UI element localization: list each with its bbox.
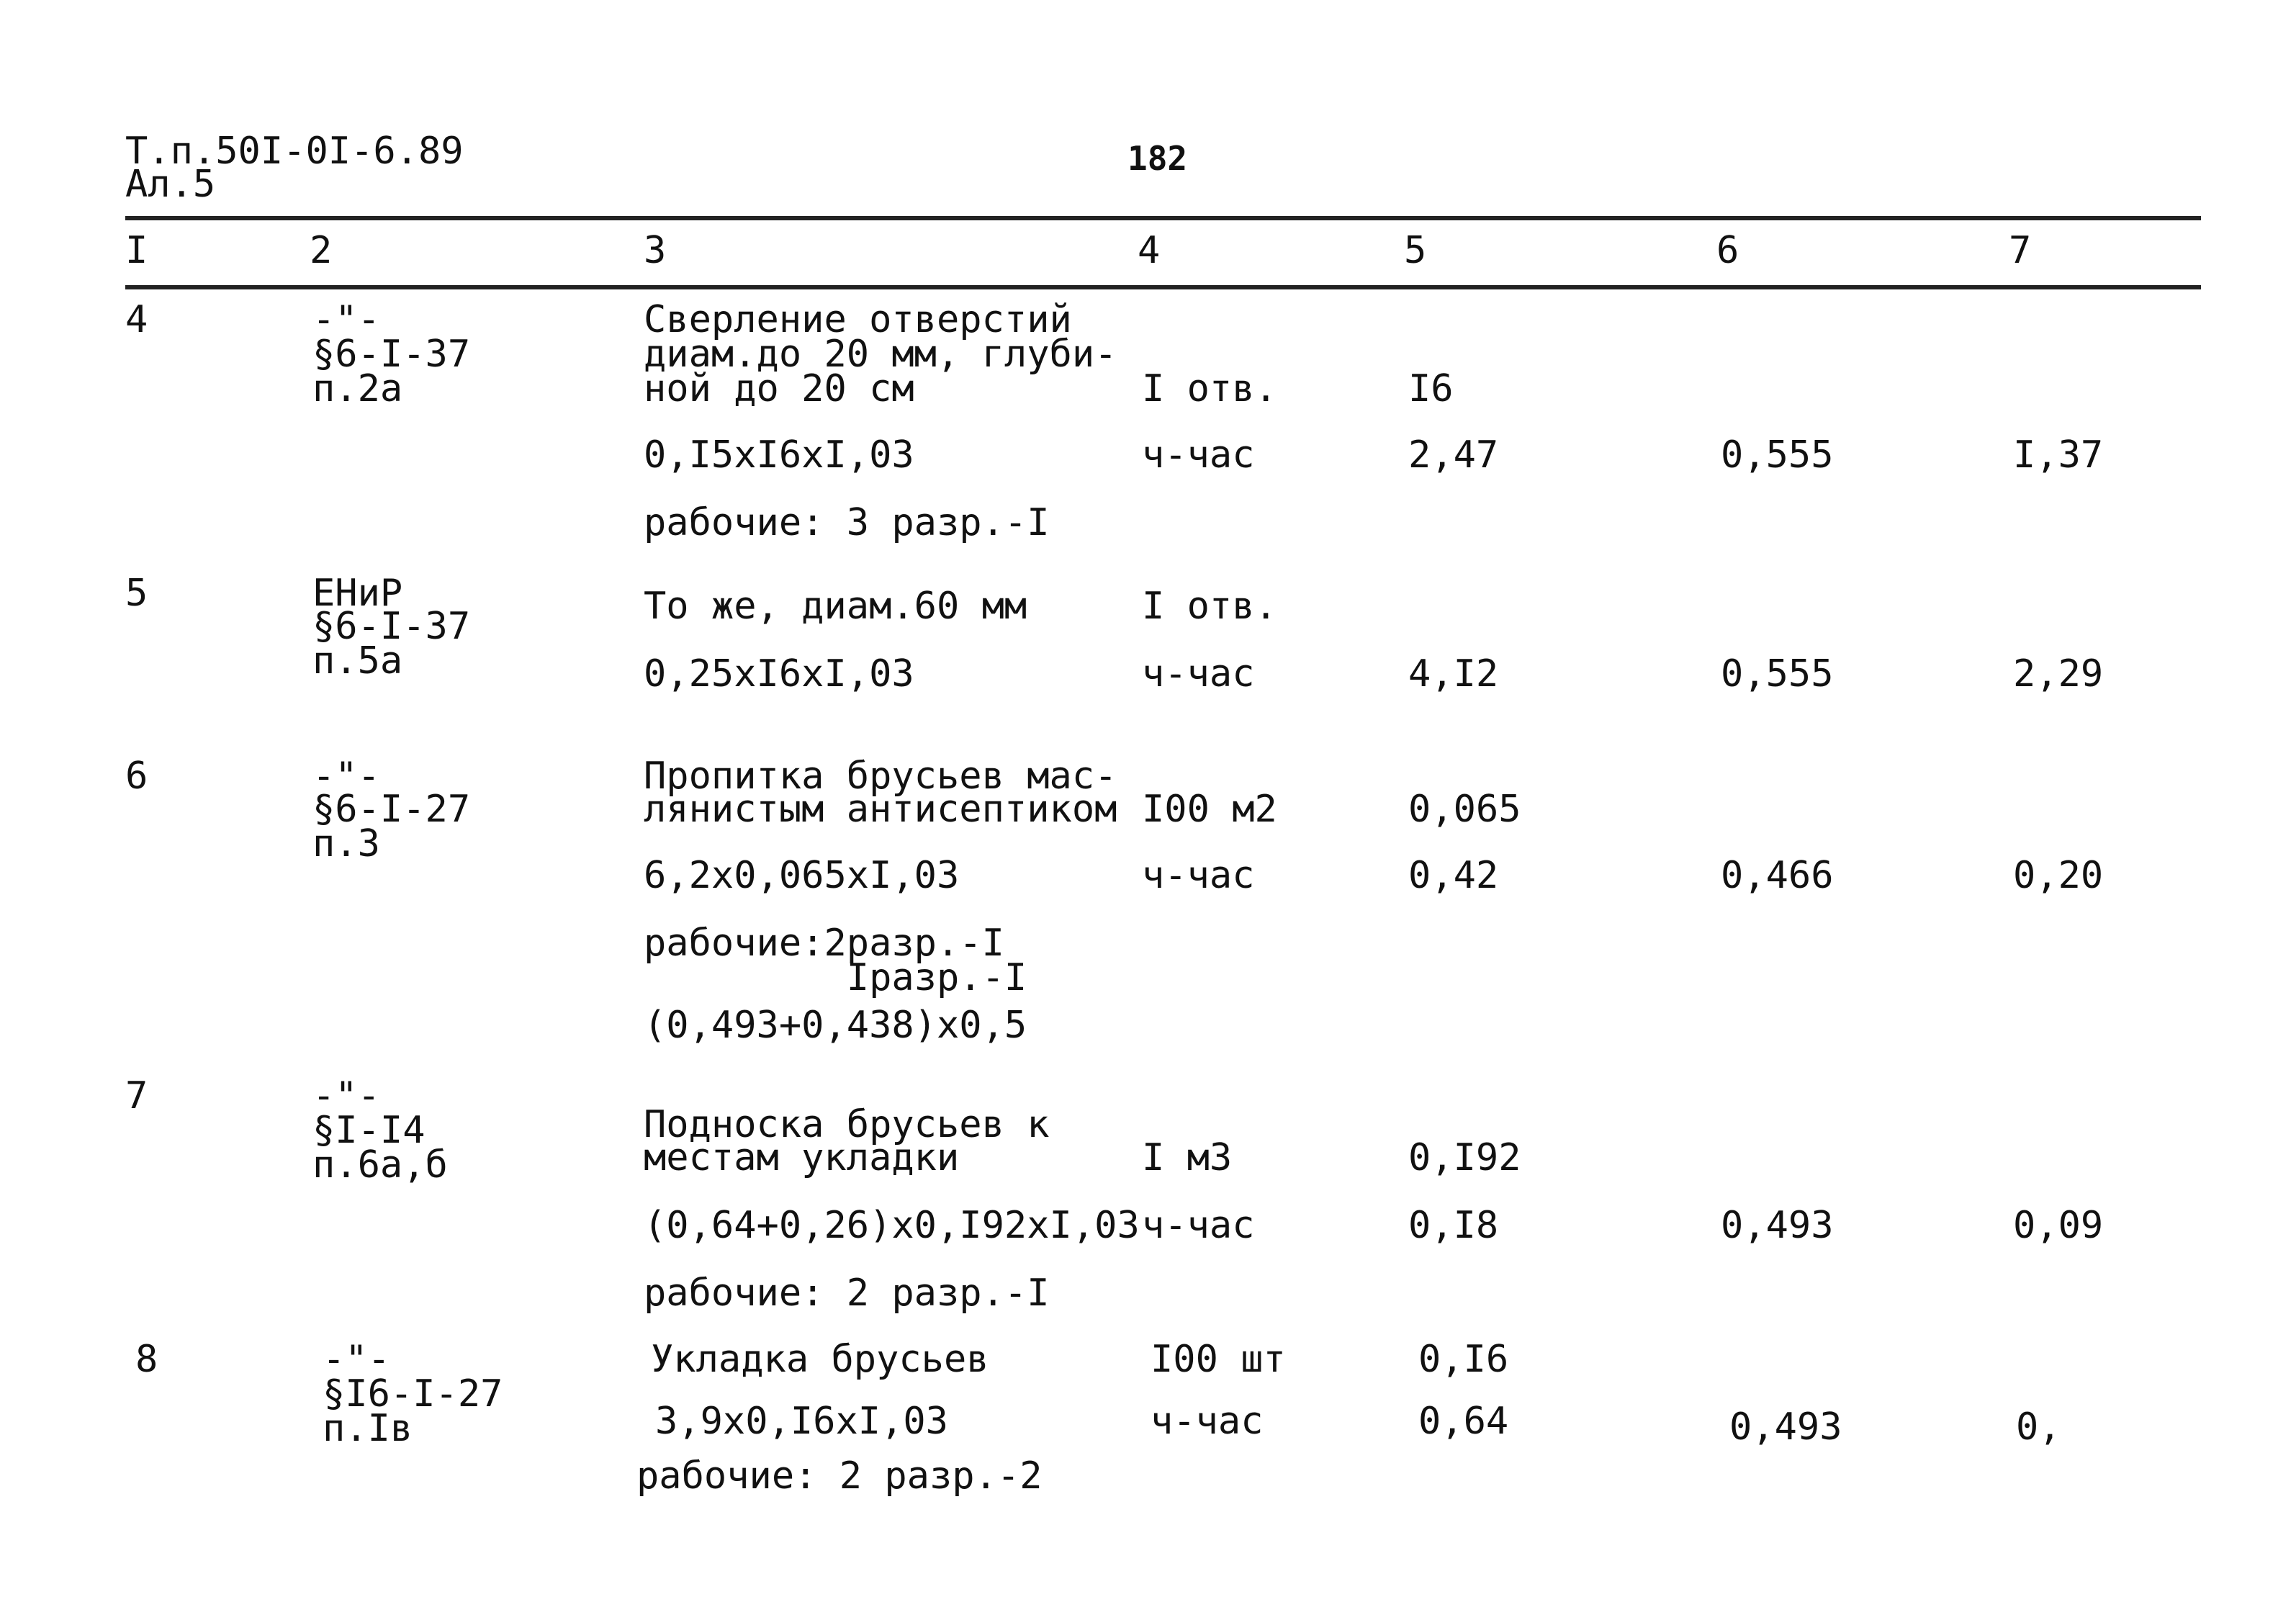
work-description: Подноска брусьев к (644, 1103, 1050, 1146)
labor-unit: ч-час (1142, 433, 1255, 477)
labor-unit: ч-час (1142, 854, 1255, 897)
labor-value: 2,47 (1408, 433, 1499, 477)
page-number: 182 (1127, 139, 1188, 178)
row-number: 6 (125, 755, 148, 798)
labor-value: 0,I8 (1408, 1204, 1499, 1247)
workers-grade: рабочие: 2 разр.-2 (636, 1454, 1043, 1498)
labor-value: 4,I2 (1408, 652, 1499, 696)
column-header-7: 7 (2009, 229, 2032, 272)
work-description: Укладка брусьев (651, 1338, 989, 1381)
work-description: Сверление отверстий (644, 298, 1072, 341)
header-top-rule (125, 216, 2201, 220)
labor-unit: ч-час (1142, 1204, 1255, 1247)
work-description: То же, диам.60 мм (644, 585, 1027, 628)
column-header-5: 5 (1404, 229, 1427, 272)
norm-reference: -"- (312, 755, 380, 798)
cost-value: 0,20 (2013, 854, 2104, 897)
header-bottom-rule (125, 285, 2201, 289)
norm-reference: -"- (312, 298, 380, 341)
workers-grade: рабочие: 2 разр.-I (644, 1272, 1050, 1315)
column-header-6: 6 (1716, 229, 1739, 272)
column-header-1: I (125, 229, 148, 272)
work-description: диам.до 20 мм, глуби- (644, 333, 1117, 376)
formula: 6,2x0,065xI,03 (644, 854, 960, 897)
row-number: 7 (125, 1074, 148, 1117)
formula: 0,25xI6xI,03 (644, 652, 914, 696)
work-description: местам укладки (644, 1136, 960, 1179)
norm-reference: -"- (312, 1074, 380, 1117)
quantity: I6 (1408, 367, 1454, 410)
rate-calculation: (0,493+0,438)x0,5 (644, 1004, 1027, 1047)
norm-reference: §6-I-37 (312, 333, 471, 376)
labor-value: 0,64 (1418, 1400, 1509, 1443)
unit: I м3 (1142, 1136, 1233, 1179)
rate-value: 0,555 (1721, 652, 1834, 696)
rate-value: 0,466 (1721, 854, 1834, 897)
column-header-4: 4 (1138, 229, 1161, 272)
norm-reference: §I-I4 (312, 1109, 426, 1152)
norm-reference: ЕНиР (312, 572, 403, 615)
labor-unit: ч-час (1142, 652, 1255, 696)
rate-value: 0,493 (1729, 1405, 1842, 1449)
formula: 3,9x0,I6xI,03 (655, 1400, 948, 1443)
workers-grade: Iразр.-I (644, 956, 1027, 999)
cost-value: 2,29 (2013, 652, 2104, 696)
column-header-3: 3 (644, 229, 667, 272)
rate-value: 0,555 (1721, 433, 1834, 477)
cost-value: 0, (2016, 1405, 2061, 1449)
cost-value: 0,09 (2013, 1204, 2104, 1247)
work-description: ной до 20 см (644, 367, 914, 410)
row-number: 5 (125, 572, 148, 615)
norm-reference: п.2а (312, 367, 403, 410)
unit: I00 шт (1151, 1338, 1286, 1381)
document-code: Т.п.50I-0I-6.89 (125, 130, 464, 173)
unit: I00 м2 (1142, 788, 1277, 831)
row-number: 4 (125, 298, 148, 341)
work-description: Пропитка брусьев мас- (644, 755, 1117, 798)
formula: 0,I5xI6xI,03 (644, 433, 914, 477)
quantity: 0,065 (1408, 788, 1521, 831)
norm-reference: п.6а,б (312, 1143, 448, 1187)
norm-reference: §6-I-37 (312, 605, 471, 648)
work-description: лянистым антисептиком (644, 788, 1117, 831)
unit: I отв. (1142, 585, 1277, 628)
album-number: Ал.5 (125, 163, 216, 206)
norm-reference: §I6-I-27 (323, 1372, 503, 1416)
row-number: 8 (135, 1338, 158, 1381)
norm-reference: п.5а (312, 639, 403, 683)
labor-unit: ч-час (1151, 1400, 1264, 1443)
column-header-2: 2 (310, 229, 333, 272)
cost-value: I,37 (2013, 433, 2104, 477)
quantity: 0,I6 (1418, 1338, 1509, 1381)
quantity: 0,I92 (1408, 1136, 1521, 1179)
norm-reference: п.3 (312, 822, 380, 865)
norm-reference: §6-I-27 (312, 788, 471, 831)
unit: I отв. (1142, 367, 1277, 410)
norm-reference: -"- (323, 1338, 390, 1381)
formula: (0,64+0,26)x0,I92xI,03 (644, 1204, 1140, 1247)
workers-grade: рабочие:2разр.-I (644, 922, 1004, 965)
norm-reference: п.Iв (323, 1407, 413, 1450)
workers-grade: рабочие: 3 разр.-I (644, 501, 1050, 544)
labor-value: 0,42 (1408, 854, 1499, 897)
rate-value: 0,493 (1721, 1204, 1834, 1247)
